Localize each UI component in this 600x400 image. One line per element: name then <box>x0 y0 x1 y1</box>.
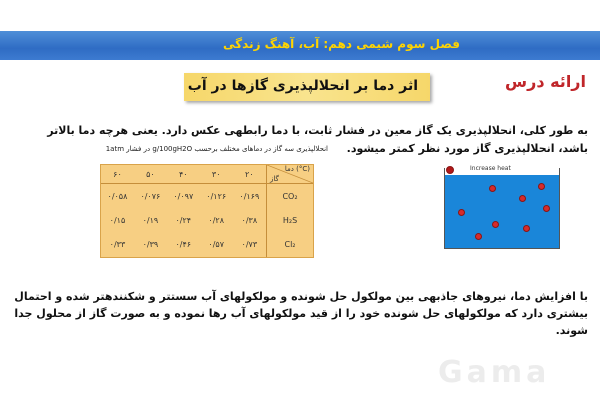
temperature-axis-label: دما (°C) <box>284 165 310 173</box>
gas-molecule-icon <box>523 225 530 232</box>
explanation-paragraph: با افزایش دما، نیروهای جاذبهی بین مولکول حل شونده و مولکولهای آب سستتر و شکنندهتر شده و احتمال بیشتری دارد که مولکولهای حل شونده خود را از قید مولکولهای آب رها نموده و به صورت گاز از محلول جدا شوند. <box>14 290 588 337</box>
table-cell: ۰/۱۶۹ <box>239 191 260 201</box>
gas-molecule-icon <box>519 195 526 202</box>
table-cell: ۰/۰۷۶ <box>140 191 161 201</box>
table-cell: ۰/۷۳ <box>241 240 258 250</box>
table-cell: ۰/۳۹ <box>142 240 159 250</box>
table-cell: ۰/۱۲۶ <box>206 191 227 201</box>
chapter-title: فصل سوم شیمی دهم: آب، آهنگ زندگی <box>223 37 460 51</box>
table-cell: ۰/۲۴ <box>175 216 192 226</box>
gas-name-cell: CO₂ <box>267 184 314 209</box>
table-row <box>101 184 313 209</box>
gas-molecule-icon <box>458 209 465 216</box>
table-cell: ۰/۲۸ <box>208 216 225 226</box>
gas-axis-label: گاز <box>270 175 279 183</box>
gas-molecule-icon <box>538 183 545 190</box>
table-cell: ۰/۰۹۷ <box>173 191 194 201</box>
table-row <box>101 209 313 233</box>
temp-header: ۴۰ <box>167 165 200 184</box>
gas-molecule-icon <box>489 185 496 192</box>
increase-heat-label: Increase heat <box>470 165 511 172</box>
table-row <box>101 233 313 257</box>
table-caption: انحلالپذیری سه گاز در دماهای مختلف برحسب g/100gH2O در فشار 1atm <box>105 145 328 153</box>
intro-paragraph: به طور کلی، انحلالپذیری یک گاز معین در فشار ثابت، با دما رابطهی عکس دارد. یعنی هرچه دما بالاتر باشد، انحلالپذیری گاز مورد نظر کمتر میشود. <box>47 124 588 155</box>
corner-header <box>267 165 314 184</box>
gas-name-cell: Cl₂ <box>267 233 314 257</box>
gas-molecule-icon <box>475 233 482 240</box>
section-heading: ارائه درس <box>505 72 586 91</box>
table-cell: ۰/۴۶ <box>175 240 192 250</box>
temp-header: ۲۰ <box>233 165 267 184</box>
table-cell: ۰/۳۳ <box>109 240 126 250</box>
solubility-table <box>100 164 314 258</box>
watermark-logo: Gama <box>438 355 551 390</box>
lesson-title: اثر دما بر انحلالپذیری گازها در آب <box>187 78 418 94</box>
table-header-row <box>101 165 313 184</box>
table-cell: ۰/۳۸ <box>241 216 258 226</box>
lesson-title-box <box>184 73 430 101</box>
temp-header: ۳۰ <box>200 165 233 184</box>
table-cell: ۰/۵۷ <box>208 240 225 250</box>
temp-header: ۵۰ <box>134 165 167 184</box>
temp-header: ۶۰ <box>101 165 134 184</box>
gas-name-cell: H₂S <box>267 209 314 233</box>
gas-molecule-icon <box>543 205 550 212</box>
gas-molecule-icon <box>492 221 499 228</box>
table-cell: ۰/۱۹ <box>142 216 159 226</box>
table-cell: ۰/۰۵۸ <box>107 191 128 201</box>
escaping-gas-bubble-icon <box>446 166 454 174</box>
chapter-banner <box>0 31 600 60</box>
beaker-water-illustration <box>444 175 560 249</box>
table-cell: ۰/۱۵ <box>109 216 126 226</box>
